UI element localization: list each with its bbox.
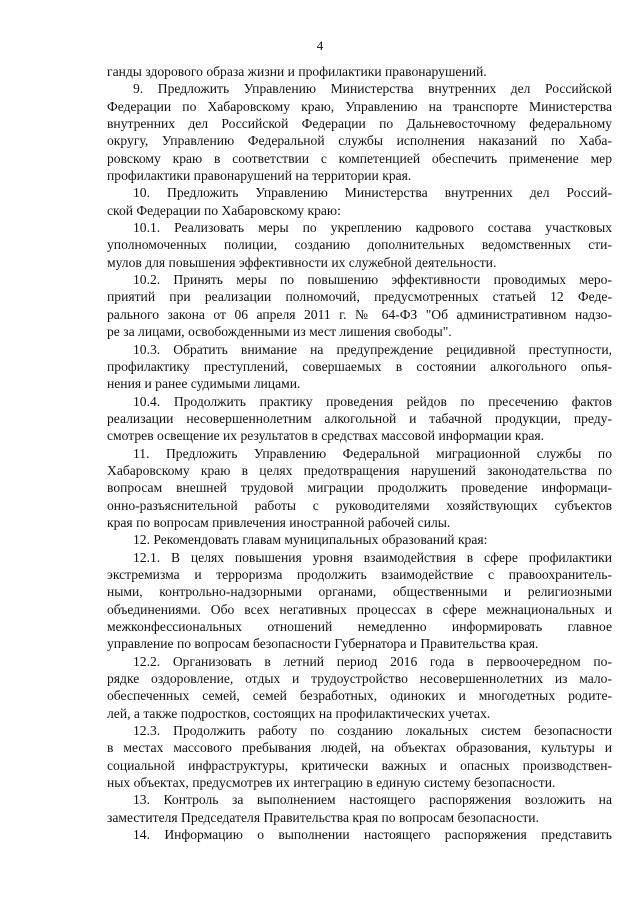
text-line: внутренних дел Российской Федерации по Дальневосточному федеральному [107, 116, 612, 132]
text-line: лей, а также подростков, состоящих на профилактических учетах. [107, 705, 491, 721]
text-line: 10.4. Продолжить практику проведения рейдов по пресечению фактов [133, 393, 612, 409]
text-line: уполномоченных полиции, созданию дополнительных ведомственных сти- [107, 237, 612, 253]
text-line: 10.2. Принять меры по повышению эффективности проводимых меро- [133, 272, 612, 288]
text-line: 9. Предложить Управлению Министерства внутренних дел Российской [133, 81, 612, 97]
text-line: мулов для повышения эффективности их служебной деятельности. [107, 254, 497, 270]
text-line: рального закона от 06 апреля 2011 г. № 64-ФЗ "Об административном надзо- [107, 306, 612, 322]
text-line: заместителя Председателя Правительства края по вопросам безопасности. [107, 809, 539, 825]
page-number: 4 [316, 38, 324, 53]
text-line: 12.1. В целях повышения уровня взаимодействия в сфере профилактики [133, 549, 612, 565]
text-line: 10.3. Обратить внимание на предупреждение рецидивной преступности, [133, 341, 612, 357]
text-line: края по вопросам привлечения иностранной рабочей силы. [107, 514, 451, 530]
text-line: приятий при реализации полномочий, предусмотренных статьей 12 Феде- [107, 289, 612, 305]
text-line: Хабаровскому краю в целях предотвращения нарушений законодательства по [107, 462, 612, 478]
text-line: ганды здорового образа жизни и профилактики правонарушений. [107, 64, 487, 79]
text-line: объединениями. Обо всех негативных процессах в сфере межнациональных и [107, 601, 612, 617]
text-line: онно-разъяснительной работы с руководителями хозяйствующих субъектов [107, 497, 612, 513]
text-line: 11. Предложить Управлению Федеральной миграционной службы по [133, 445, 612, 461]
text-line: обеспеченных семей, семей безработных, одиноких и многодетных родите- [107, 688, 612, 704]
text-line: 14. Информацию о выполнении настоящего распоряжения представить [133, 827, 612, 843]
text-line: ных объектах, предусмотрев их интеграцию в единую систему безопасности. [107, 775, 556, 791]
text-line: нения и ранее судимыми лицами. [107, 376, 301, 392]
text-line: профилактику преступлений, совершаемых в состоянии алкогольного опья- [107, 358, 612, 374]
text-line: смотрев освещение их результатов в средствах массовой информации края. [107, 428, 545, 444]
text-line: 12. Рекомендовать главам муниципальных образований края: [133, 532, 488, 548]
text-line: ской Федерации по Хабаровскому краю: [107, 202, 341, 218]
text-line: ре за лицами, освобожденными из мест лишения свободы". [107, 324, 452, 340]
text-line: 13. Контроль за выполнением настоящего распоряжения возложить на [133, 792, 612, 808]
text-line: 12.2. Организовать в летний период 2016 года в первоочередном по- [133, 653, 612, 669]
text-line: реализации несовершеннолетним алкогольной и табачной продукции, преду- [107, 410, 612, 426]
text-line: 10. Предложить Управлению Министерства внутренних дел Россий- [133, 185, 612, 201]
text-line: экстремизма и терроризма продолжить взаимодействие с правоохранитель- [107, 566, 612, 582]
text-line: рядке оздоровление, отдых и трудоустройство несовершеннолетних из мало- [107, 671, 612, 687]
text-line: ровскому краю в соответствии с компетенцией обеспечить применение мер [107, 150, 612, 166]
text-line: ными, контрольно-надзорными органами, общественными и религиозными [107, 584, 612, 600]
document-body [107, 63, 612, 843]
text-line: управление по вопросам безопасности Губернатора и Правительства края. [107, 636, 539, 652]
text-line: 10.1. Реализовать меры по укреплению кадрового состава участковых [133, 220, 612, 236]
text-line: социальной инфраструктуры, критически важных и опасных производствен- [107, 757, 612, 773]
text-line: 12.3. Продолжить работу по созданию локальных систем безопасности [133, 723, 612, 739]
text-line: в местах массового пребывания людей, на объектах образования, культуры и [107, 740, 612, 756]
text-line: округу, Управлению Федеральной службы исполнения наказаний по Хаба- [107, 133, 612, 149]
text-line: профилактики правонарушений на территории края. [107, 168, 412, 184]
text-line: межконфессиональных отношений немедленно информировать главное [107, 619, 612, 634]
text-line: вопросам внешней трудовой миграции продолжить проведение информаци- [107, 480, 612, 496]
text-line: Федерации по Хабаровскому краю, Управлению на транспорте Министерства [107, 98, 612, 114]
